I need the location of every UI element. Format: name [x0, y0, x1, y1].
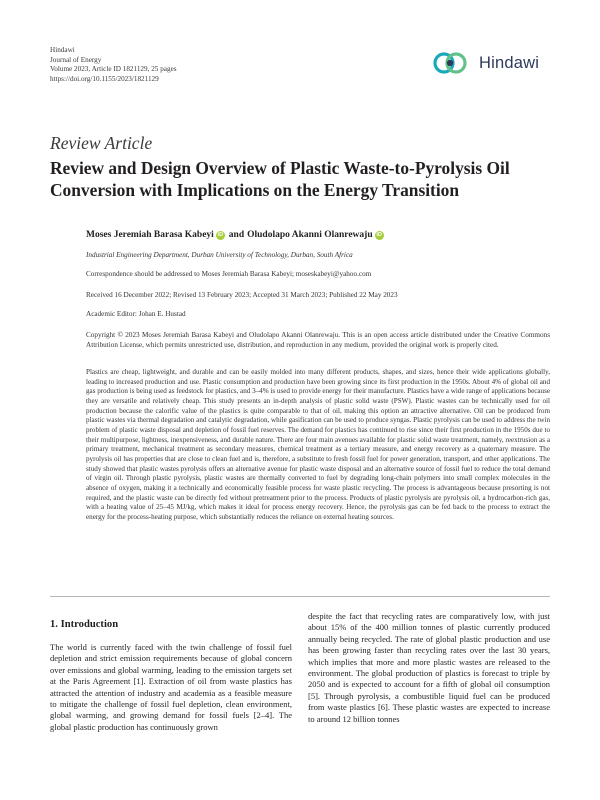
- journal-name: Journal of Energy: [50, 55, 102, 64]
- orcid-icon[interactable]: iD: [217, 231, 224, 238]
- article-title: Review and Design Overview of Plastic Waste-to-Pyrolysis Oil Conversion with Implications on the Energy Transition: [50, 158, 510, 200]
- journal-header: [50, 46, 177, 84]
- body-column-left: The world is currently faced with the twin challenge of fossil fuel depletion and strict emission requirements because of global concern over emissions and global warming, leading to the emission targets set at the Paris Agreement [1]. Extraction of oil from waste plastics has attracted the attention of industry and academia as a feasible measure to mitigate the challenge of fossil fuel depletion, clean environment, global warming, and growing demand for fossil fuels [2–4]. The global plastic production has continuously grown: [50, 642, 292, 732]
- logo-wordmark: Hindawi: [479, 53, 540, 72]
- doi-link[interactable]: https://doi.org/10.1155/2023/1821129: [50, 74, 159, 83]
- abstract: Plastics are cheap, lightweight, and durable and can be easily molded into many different products, shapes, and sizes, hence their wide applications globally, leading to increased production and use. Plastic consumption and production have been growing since its first production in the 1950s. About 4% of global oil and gas production is being used as feedstock for plastics, and 3–4% is used to provide energy for their manufacture. Plastics have a wide range of applications because they are versatile and relatively cheap. This study presents an in-depth analysis of plastic solid waste (PSW). Plastic wastes can be technically used for oil production because the calorific value of the plastics is quite comparable to that of oil, making this option an attractive alternative. Oil can be produced from plastic wastes via thermal degradation and catalytic degradation, while gasification can be used to produce syngas. Plastic pyrolysis can be used to address the twin problem of plastic waste disposal and depletion of fossil fuel reserves. The demand for plastics has continued to rise since their first production in the 1950s due to their multipurpose, lightness, inexpensiveness, and durable nature. There are four main avenues available for plastic solid waste treatment, namely, reextrusion as a primary treatment, mechanical treatment as secondary measures, chemical treatment as a tertiary measure, and energy recovery as a quaternary measure. The pyrolysis oil has properties that are close to clean fuel and is, therefore, a substitute to fresh fossil fuel for power generation, transport, and other applications. The study showed that plastic wastes pyrolysis offers an alternative avenue for plastic waste disposal and an alternative source of fossil fuel to reduce the total demand of virgin oil. Through plastic pyrolysis, plastic wastes are thermally converted to fuel by degrading long-chain polymers into small complex molecules in the absence of oxygen, making it a technically and economically feasible process for waste plastic recycling. The process is advantageous because presorting is not required, and the plastic waste can be directly fed without pretreatment prior to the process. Products of plastic pyrolysis are pyrolysis oil, a hydrocarbon-rich gas, with a heating value of 25–45 MJ/kg, which makes it ideal for process energy recovery. Hence, the pyrolysis gas can be fed back to the process to extract the energy for the process-heating purpose, which substantially reduces the reliance on external heating sources.: [86, 368, 550, 521]
- hindawi-logo: [432, 46, 552, 80]
- author-1[interactable]: Moses Jeremiah Barasa Kabeyi: [86, 230, 214, 240]
- hindawi-logo-icon: [432, 47, 476, 79]
- academic-editor: Academic Editor: Johan E. Hustad: [86, 310, 186, 318]
- volume-line: Volume 2023, Article ID 1821129, 25 pages: [50, 65, 177, 74]
- orcid-icon[interactable]: iD: [376, 231, 382, 238]
- author-join: and: [228, 230, 245, 240]
- author-2[interactable]: Oludolapo Akanni Olanrewaju: [247, 230, 373, 240]
- publication-dates: Received 16 December 2022; Revised 13 February 2023; Accepted 31 March 2023; Published 22 May 2023: [86, 291, 398, 299]
- section-divider: [50, 596, 550, 597]
- publisher-name: Hindawi: [50, 46, 75, 54]
- section-heading: 1. Introduction: [50, 619, 119, 630]
- author-line: [86, 230, 388, 240]
- body-column-right: despite the fact that recycling rates are comparatively low, with just about 15% of the 400 million tonnes of plastic currently produced annually being recycled. The rate of global plastic production and use has been growing faster than recycling rates over the last 30 years, which implies that more and more plastic wastes are released to the environment. The global production of plastics is forecast to triple by 2050 and is expected to account for a fifth of global oil consumption [5]. Through pyrolysis, a combustible liquid fuel can be produced from waste plastics [6]. These plastic wastes are expected to increase to around 12 billion tonnes: [308, 611, 550, 724]
- affiliation: Industrial Engineering Department, Durban University of Technology, Durban, South Africa: [86, 251, 353, 259]
- copyright-notice: Copyright © 2023 Moses Jeremiah Barasa Kabeyi and Oludolapo Akanni Olanrewaju. This is an open access article distributed under the Creative Commons Attribution License, which permits unrestricted use, distribution, and reproduction in any medium, provided the original work is properly cited.: [86, 331, 550, 349]
- correspondence: Correspondence should be addressed to Moses Jeremiah Barasa Kabeyi; moseskabeyi@yahoo.com: [86, 270, 372, 278]
- article-type: Review Article: [50, 133, 153, 153]
